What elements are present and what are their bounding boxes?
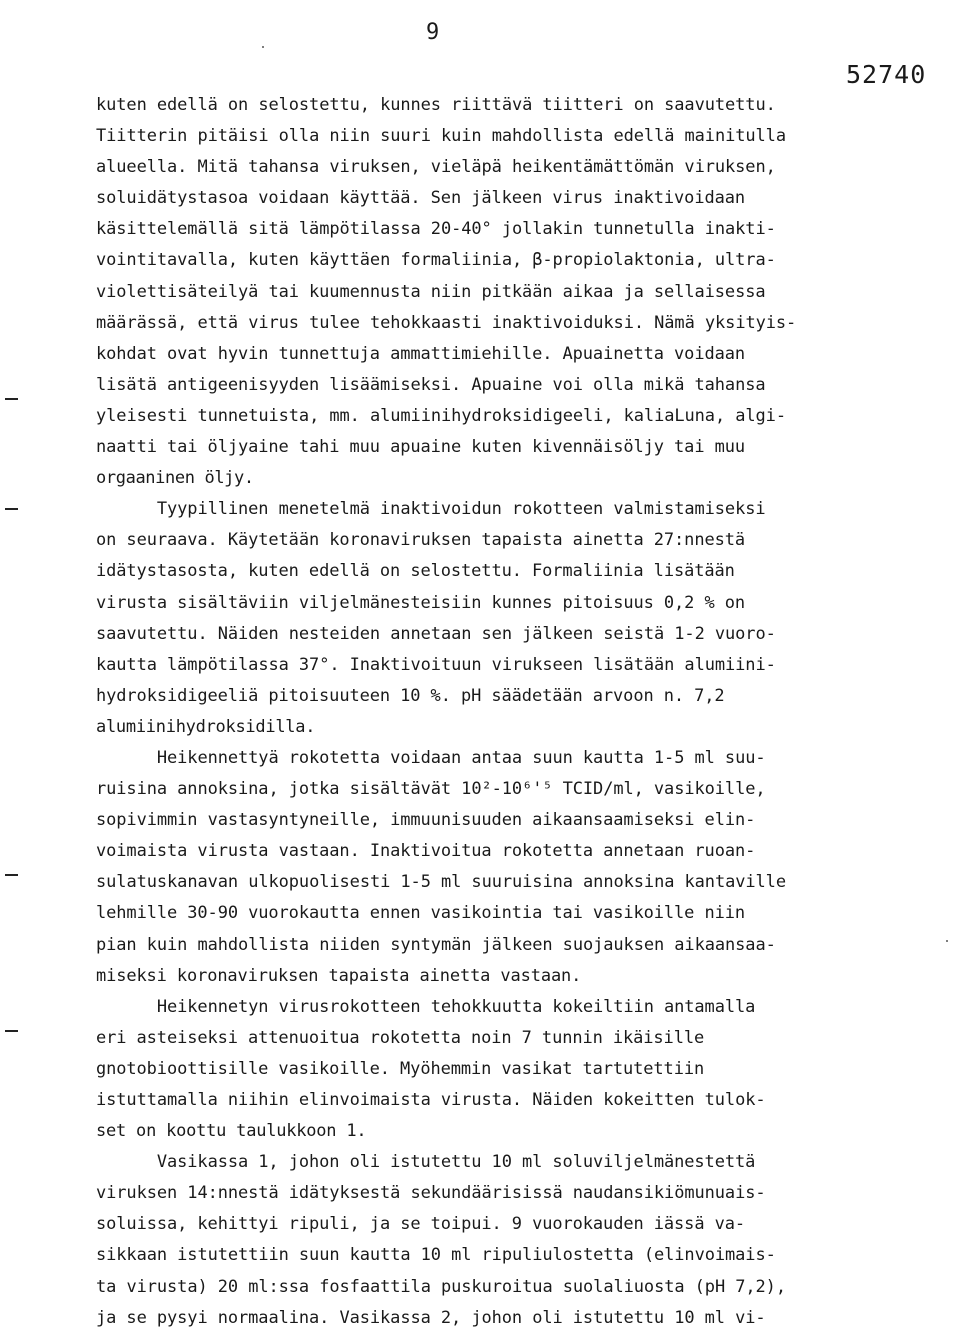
text-line: naatti tai öljyaine tahi muu apuaine kuten kivennäisöljy tai muu <box>96 437 746 458</box>
text-line: kuten edellä on selostettu, kunnes riittävä tiitteri on saavutettu. <box>96 95 776 115</box>
text-line: pian kuin mahdollista niiden syntymän jälkeen suojauksen aikaansaa- <box>96 934 776 955</box>
text-line: soluidätystasoa voidaan käyttää. Sen jälkeen virus inaktivoidaan <box>96 188 746 209</box>
text-line: Tiitterin pitäisi olla niin suuri kuin mahdollista edellä mainitulla <box>96 126 786 147</box>
body-text <box>96 90 960 1334</box>
text-line: lehmille 30-90 vuorokautta ennen vasikointia tai vasikoille niin <box>96 903 746 924</box>
margin-mark <box>5 874 18 876</box>
text-line: miseksi koronaviruksen tapaista ainetta vastaan. <box>96 965 582 986</box>
text-line: gnotobioottisille vasikoille. Myöhemmin vasikat tartutettiin <box>96 1058 705 1079</box>
scan-speck <box>262 46 264 48</box>
text-line: idätystasosta, kuten edellä on selostettu. Formaliinia lisätään <box>96 561 735 582</box>
margin-mark <box>5 398 18 400</box>
margin-mark <box>5 508 18 510</box>
text-line: Heikennetyn virusrokotteen tehokkuutta kokeiltiin antamalla <box>96 996 756 1017</box>
text-line: alumiinihydroksidilla. <box>96 716 316 737</box>
text-line: käsittelemällä sitä lämpötilassa 20-40° jollakin tunnetulla inakti- <box>96 219 776 240</box>
document-number: 52740 <box>846 60 927 89</box>
text-line: viruksen 14:nnestä idätyksestä sekundäärisissä naudansikiömunuais- <box>96 1183 766 1204</box>
text-line: Vasikassa 1, johon oli istutettu 10 ml soluviljelmänestettä <box>96 1152 756 1173</box>
text-line: set on koottu taulukkoon 1. <box>96 1121 367 1142</box>
text-line: määrässä, että virus tulee tehokkaasti inaktivoiduksi. Nämä yksityis- <box>96 312 797 333</box>
text-line: Tyypillinen menetelmä inaktivoidun rokotteen valmistamiseksi <box>96 499 766 520</box>
text-line: violettisäteilyä tai kuumennusta niin pitkään aikaa ja sellaisessa <box>96 281 766 302</box>
text-line: voimaista virusta vastaan. Inaktivoitua rokotetta annetaan ruoan- <box>96 841 756 862</box>
text-line: istuttamalla niihin elinvoimaista virusta. Näiden kokeitten tulok- <box>96 1090 766 1110</box>
text-line: sulatuskanavan ulkopuolisesti 1-5 ml suuruisina annoksina kantaville <box>96 872 786 893</box>
text-line: soluissa, kehittyi ripuli, ja se toipui. 9 vuorokauden iässä va- <box>96 1214 746 1235</box>
text-line: orgaaninen öljy. <box>96 468 254 489</box>
text-line: saavutettu. Näiden nesteiden annetaan sen jälkeen seistä 1-2 vuoro- <box>96 623 776 644</box>
text-line: eri asteiseksi attenuoitua rokotetta noin 7 tunnin ikäisille <box>96 1027 705 1048</box>
text-line: hydroksidigeeliä pitoisuuteen 10 %. pH säädetään arvoon n. 7,2 <box>96 685 725 706</box>
text-line: ruisina annoksina, jotka sisältävät 10²-10⁶'⁵ TCID/ml, vasikoille, <box>96 779 766 800</box>
text-line: ta virusta) 20 ml:ssa fosfaattila puskuroitua suolaliuosta (pH 7,2), <box>96 1276 786 1297</box>
text-line: vointitavalla, kuten käyttäen formaliinia, β-propiolaktonia, ultra- <box>96 250 776 271</box>
text-line: kautta lämpötilassa 37°. Inaktivoituun virukseen lisätään alumiini- <box>96 654 776 675</box>
text-line: alueella. Mitä tahansa viruksen, vieläpä heikentämättömän viruksen, <box>96 157 776 178</box>
page-number: 9 <box>426 20 440 45</box>
text-line: sikkaan istutettiin suun kautta 10 ml ripuliulostetta (elinvoimais- <box>96 1245 776 1266</box>
margin-mark <box>5 1030 18 1032</box>
text-line: kohdat ovat hyvin tunnettuja ammattimiehille. Apuainetta voidaan <box>96 343 746 364</box>
text-line: Heikennettyä rokotetta voidaan antaa suun kautta 1-5 ml suu- <box>96 747 766 768</box>
text-line: yleisesti tunnetuista, mm. alumiinihydroksidigeeli, kaliaLuna, algi- <box>96 405 786 426</box>
text-line: ja se pysyi normaalina. Vasikassa 2, johon oli istutettu 10 ml vi- <box>96 1307 766 1328</box>
text-line: sopivimmin vastasyntyneille, immuunisuuden aikaansaamiseksi elin- <box>96 810 756 831</box>
text-line: lisätä antigeenisyyden lisäämiseksi. Apuaine voi olla mikä tahansa <box>96 374 766 395</box>
text-line: virusta sisältäviin viljelmänesteisiin kunnes pitoisuus 0,2 % on <box>96 592 746 613</box>
text-line: on seuraava. Käytetään koronaviruksen tapaista ainetta 27:nnestä <box>96 530 746 551</box>
